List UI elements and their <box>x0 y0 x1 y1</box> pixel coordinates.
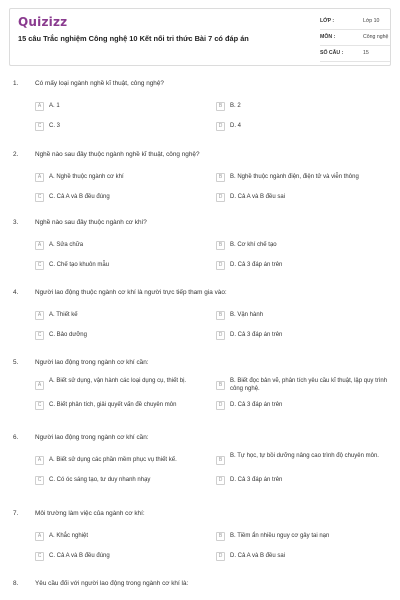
option-letter-box[interactable]: A <box>35 381 44 390</box>
question-number: 6. <box>13 434 19 441</box>
option-letter-box[interactable]: D <box>216 193 225 202</box>
meta-value: Lớp 10 <box>363 18 380 24</box>
option-letter-box[interactable]: C <box>35 331 44 340</box>
option-text: B. Cơ khí chế tạo <box>230 242 277 248</box>
option-text: B. Nghề thuộc ngành điện, điện tử và viễn thông <box>230 174 359 180</box>
option-text: C. Biết phân tích, giải quyết vấn đề chuyên môn <box>49 402 177 408</box>
option-text: D. Cả A và B đều sai <box>230 194 286 200</box>
option-text: B. Tiềm ẩn nhiều nguy cơ gây tai nạn <box>230 533 330 539</box>
option-letter-box[interactable]: B <box>216 241 225 250</box>
option-letter-box[interactable]: C <box>35 552 44 561</box>
option-letter-box[interactable]: C <box>35 122 44 131</box>
option-letter-box[interactable]: D <box>216 552 225 561</box>
question-text: Môi trường làm việc của ngành cơ khí: <box>35 510 145 517</box>
option-letter-box[interactable]: B <box>216 102 225 111</box>
option-letter-box[interactable]: C <box>35 476 44 485</box>
option-letter-box[interactable]: A <box>35 241 44 250</box>
option-text: A. Biết sử dụng các phần mềm phục vụ thiết kế. <box>49 457 177 463</box>
question-text: Người lao động trong ngành cơ khí cần: <box>35 434 149 441</box>
option-letter-box[interactable]: D <box>216 401 225 410</box>
question-number: 5. <box>13 359 19 366</box>
question-number: 2. <box>13 151 19 158</box>
question-text: Người lao động thuộc ngành cơ khí là người trực tiếp tham gia vào: <box>35 289 227 296</box>
option-letter-box[interactable]: A <box>35 311 44 320</box>
option-letter-box[interactable]: D <box>216 261 225 270</box>
meta-label: LỚP : <box>320 18 335 24</box>
option-text: A. Nghề thuộc ngành cơ khí <box>49 174 124 180</box>
option-text: A. Khắc nghiệt <box>49 533 89 539</box>
meta-row-count <box>320 47 390 62</box>
option-text: B. 2 <box>230 103 241 109</box>
question-number: 1. <box>13 80 19 87</box>
option-letter-box[interactable]: B <box>216 456 225 465</box>
question-text: Người lao động trong ngành cơ khí cần: <box>35 359 149 366</box>
question-number: 3. <box>13 219 19 226</box>
option-text: A. Sửa chữa <box>49 242 84 248</box>
option-letter-box[interactable]: D <box>216 122 225 131</box>
question-text: Yêu cầu đối với người lao động trong ngành cơ khí là: <box>35 580 189 587</box>
worksheet-header <box>9 8 391 66</box>
option-text: B. Biết đọc bản vẽ, phân tích yêu cầu kĩ thuật, lập quy trình công nghệ. <box>230 378 388 392</box>
question-number: 4. <box>13 289 19 296</box>
question-number: 7. <box>13 510 19 517</box>
option-text: C. Có óc sáng tạo, tư duy nhanh nhạy <box>49 477 151 483</box>
option-text: A. Thiết kế <box>49 312 78 318</box>
option-text: A. Biết sử dụng, vận hành các loại dụng cụ, thiết bị. <box>49 378 187 384</box>
question-text: Nghề nào sau đây thuộc ngành cơ khí? <box>35 219 147 226</box>
option-text: B. Tự học, tự bồi dưỡng nâng cao trình độ chuyên môn. <box>230 453 379 459</box>
question-number: 8. <box>13 580 19 587</box>
question-text: Có mấy loại ngành nghề kĩ thuật, công nghệ? <box>35 80 164 87</box>
meta-label: MÔN : <box>320 34 336 40</box>
meta-value: Công nghệ <box>363 34 389 40</box>
option-text: D. Cả 3 đáp án trên <box>230 332 283 338</box>
option-letter-box[interactable]: C <box>35 193 44 202</box>
question-text: Nghề nào sau đây thuộc ngành nghề kĩ thuật, công nghệ? <box>35 151 200 158</box>
option-text: C. 3 <box>49 123 61 129</box>
quizizz-logo: Quizizz <box>18 15 68 29</box>
option-text: D. Cả 3 đáp án trên <box>230 402 283 408</box>
option-letter-box[interactable]: B <box>216 532 225 541</box>
option-letter-box[interactable]: B <box>216 173 225 182</box>
option-letter-box[interactable]: A <box>35 173 44 182</box>
option-text: D. 4 <box>230 123 242 129</box>
meta-value: 15 <box>363 50 369 56</box>
option-text: D. Cả 3 đáp án trên <box>230 262 283 268</box>
option-letter-box[interactable]: D <box>216 476 225 485</box>
option-text: C. Cả A và B đều đúng <box>49 553 110 559</box>
meta-label: SỐ CÂU : <box>320 50 344 56</box>
option-letter-box[interactable]: B <box>216 311 225 320</box>
option-letter-box[interactable]: C <box>35 261 44 270</box>
meta-row-grade <box>320 15 390 30</box>
option-text: B. Vận hành <box>230 312 264 318</box>
option-text: D. Cả 3 đáp án trên <box>230 477 283 483</box>
option-letter-box[interactable]: B <box>216 381 225 390</box>
option-text: C. Bảo dưỡng <box>49 332 87 338</box>
option-letter-box[interactable]: A <box>35 532 44 541</box>
option-text: A. 1 <box>49 103 60 109</box>
option-letter-box[interactable]: A <box>35 456 44 465</box>
option-letter-box[interactable]: C <box>35 401 44 410</box>
option-letter-box[interactable]: A <box>35 102 44 111</box>
meta-row-subject <box>320 31 390 46</box>
option-text: C. Cả A và B đều đúng <box>49 194 110 200</box>
meta-info <box>320 15 390 63</box>
option-text: C. Chế tạo khuôn mẫu <box>49 262 110 268</box>
document-title: 15 câu Trắc nghiệm Công nghệ 10 Kết nối tri thức Bài 7 có đáp án <box>18 34 249 43</box>
option-letter-box[interactable]: D <box>216 331 225 340</box>
option-text: D. Cả A và B đều sai <box>230 553 286 559</box>
